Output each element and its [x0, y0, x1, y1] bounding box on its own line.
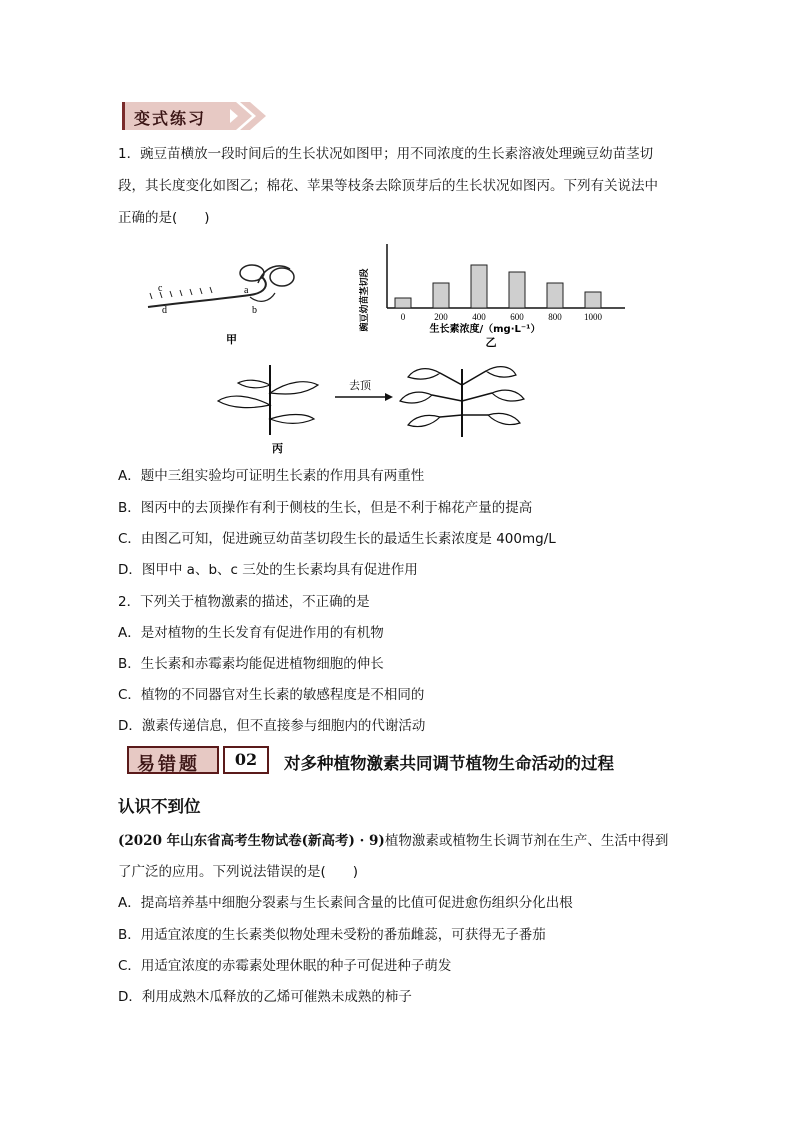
- q2-option-b: B．生长素和赤霉素均能促进植物细胞的伸长: [118, 656, 384, 672]
- figure-jia-label: 甲: [226, 333, 237, 346]
- bar-200: [433, 283, 449, 308]
- q3-option-b: B．用适宜浓度的生长素类似物处理未受粉的番茄雌蕊，可获得无子番茄: [118, 927, 546, 943]
- banner-left-box: [127, 746, 219, 774]
- q3-stem-line1: [118, 831, 668, 851]
- x-tick-label-800: 800: [548, 312, 562, 322]
- point-d-label: d: [162, 305, 167, 316]
- figure-bing-topping: [210, 355, 570, 455]
- q3-option-c: C．用适宜浓度的赤霉素处理休眠的种子可促进种子萌发: [118, 958, 452, 974]
- q3-stem-rest: 植物激素或植物生长调节剂在生产、生活中得到: [384, 833, 669, 849]
- figure-yi-bar-chart: [355, 240, 645, 350]
- point-c-label: c: [158, 283, 163, 294]
- q1-stem-line3: 正确的是( ): [118, 210, 210, 226]
- q1-option-d: D．图甲中 a、b、c 三处的生长素均具有促进作用: [118, 562, 418, 578]
- x-tick-label-400: 400: [472, 312, 486, 322]
- bar-0: [395, 298, 411, 308]
- banner-label: 易错题: [137, 754, 200, 775]
- banner-label: 变式练习: [134, 109, 207, 128]
- bar-800: [547, 283, 563, 308]
- figure-yi-label: 乙: [485, 336, 497, 349]
- q2-stem: 2．下列关于植物激素的描述，不正确的是: [118, 594, 370, 610]
- x-tick-label-1000: 1000: [584, 312, 602, 322]
- q3-option-a: A．提高培养基中细胞分裂素与生长素间含量的比值可促进愈伤组织分化出根: [118, 895, 573, 911]
- arrow-label: 去顶: [349, 379, 371, 392]
- bar-1000: [585, 292, 601, 308]
- section-banner-error-prone: [127, 746, 271, 776]
- point-b-label: b: [252, 305, 257, 316]
- arrow-right-icon: [385, 393, 393, 401]
- q3-stem-line2: 了广泛的应用。下列说法错误的是( ): [118, 864, 359, 880]
- q1-option-c: C．由图乙可知，促进豌豆幼苗茎切段生长的最适生长素浓度是 400mg/L: [118, 531, 556, 547]
- x-tick-label-600: 600: [510, 312, 524, 322]
- section-title-line1: 对多种植物激素共同调节植物生命活动的过程: [284, 754, 614, 773]
- bar-600: [509, 272, 525, 308]
- banner-number: 02: [223, 746, 269, 774]
- y-axis-label: 豌豆幼苗茎切段: [360, 268, 370, 332]
- q1-stem-line2: 段，其长度变化如图乙；棉花、苹果等枝条去除顶芽后的生长状况如图丙。下列有关说法中: [118, 178, 658, 194]
- q3-source: (2020 年山东省高考生物试卷(新高考) · 9): [118, 833, 385, 849]
- section-title-line2: 认识不到位: [118, 797, 201, 816]
- point-a-label: a: [244, 285, 249, 296]
- q2-option-d: D．激素传递信息，但不直接参与细胞内的代谢活动: [118, 718, 426, 734]
- q1-option-a: A．题中三组实验均可证明生长素的作用具有两重性: [118, 468, 425, 484]
- q3-option-d: D．利用成熟木瓜释放的乙烯可催熟未成熟的柿子: [118, 989, 412, 1005]
- q2-option-c: C．植物的不同器官对生长素的敏感程度是不相同的: [118, 687, 425, 703]
- q2-option-a: A．是对植物的生长发育有促进作用的有机物: [118, 625, 384, 641]
- q1-option-b: B．图丙中的去顶操作有利于侧枝的生长，但是不利于棉花产量的提高: [118, 500, 533, 516]
- chevron-arrow-icon: [222, 102, 272, 132]
- figure-jia-pea-seedling: [140, 255, 310, 350]
- q1-stem-line1: 1．豌豆苗横放一段时间后的生长状况如图甲；用不同浓度的生长素溶液处理豌豆幼苗茎切: [118, 146, 654, 162]
- x-axis-label: 生长素浓度/（mg·L⁻¹）: [429, 324, 541, 335]
- bar-400: [471, 265, 487, 308]
- section-banner-variant-practice: [122, 102, 272, 132]
- figure-bing-label: 丙: [272, 442, 283, 455]
- x-tick-label-200: 200: [434, 312, 448, 322]
- x-tick-label-0: 0: [400, 312, 406, 322]
